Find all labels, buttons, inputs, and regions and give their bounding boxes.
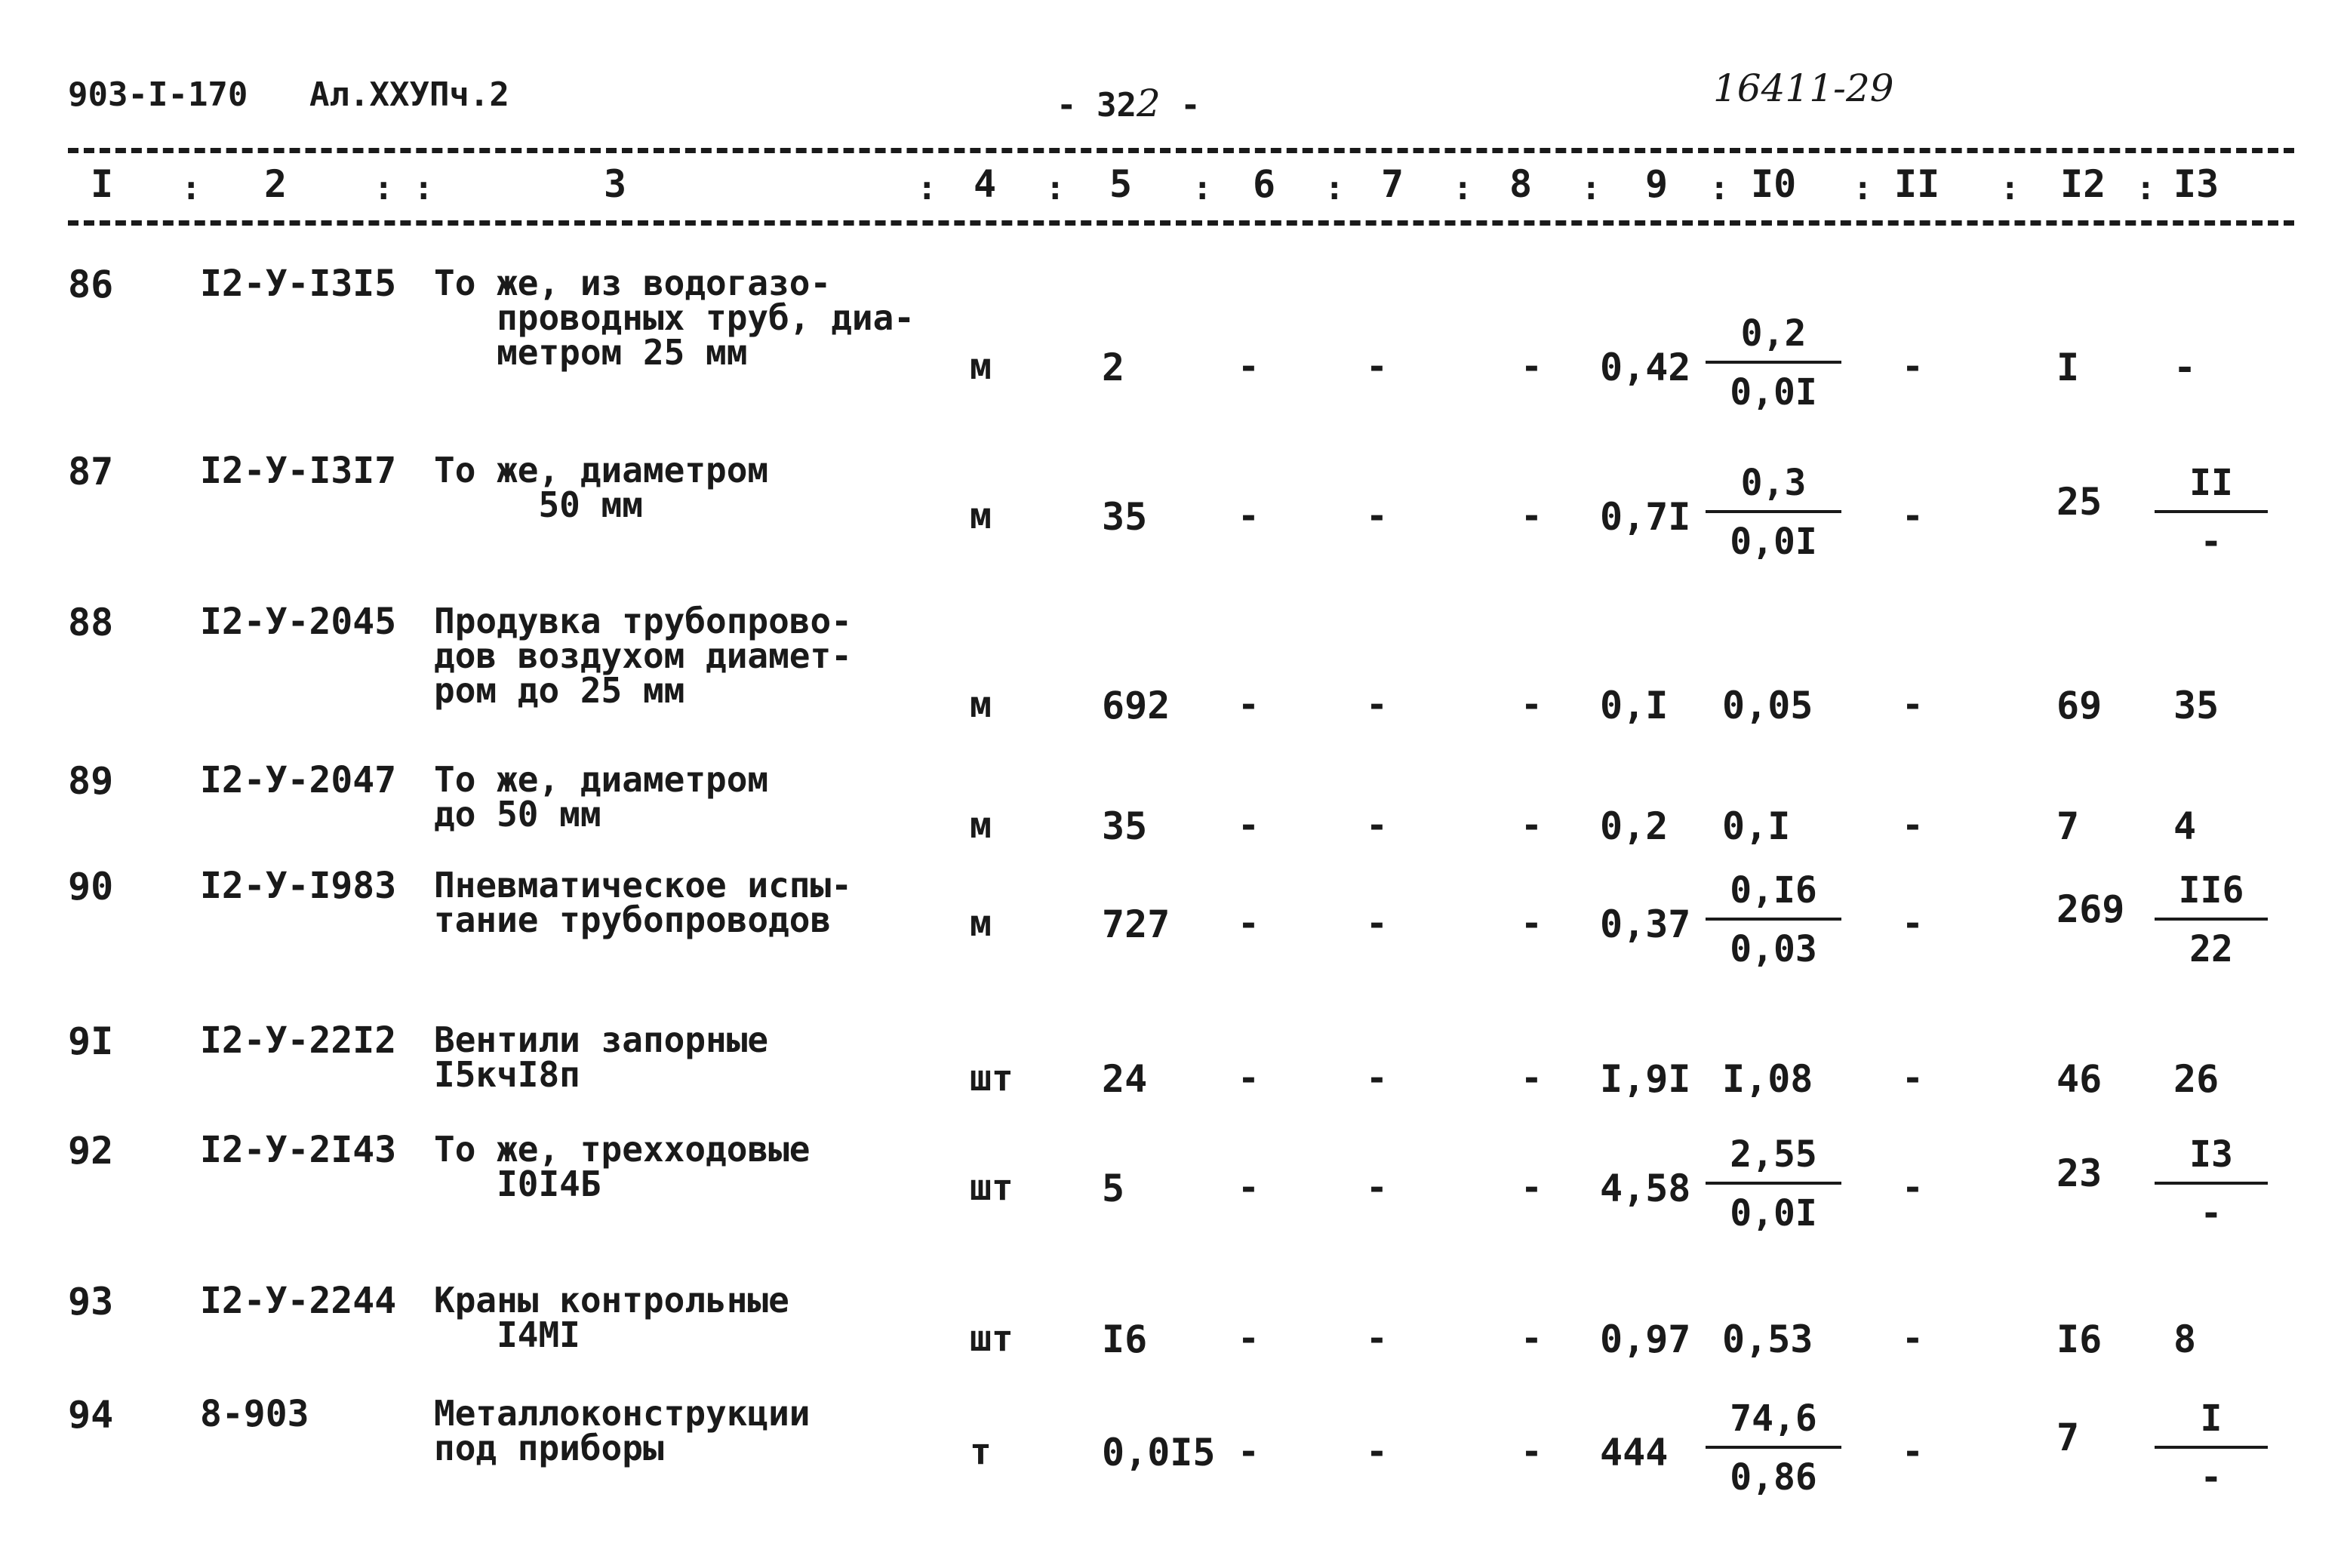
row-number: 90 [68, 865, 114, 909]
row-col10-numerator: 74,6 [1706, 1400, 1841, 1449]
row-col8: - [1521, 902, 1543, 945]
row-unit: м [970, 684, 992, 726]
column-header-12: I2 [2060, 162, 2106, 206]
header-rule-top [68, 148, 2294, 153]
column-header-11: II [1894, 162, 1940, 206]
row-number: 93 [68, 1280, 114, 1324]
row-col7: - [1366, 1431, 1388, 1473]
row-col10-numerator: 0,2 [1706, 315, 1841, 364]
row-col12: 269 [2056, 887, 2125, 931]
row-code: I2-У-2244 [200, 1280, 397, 1322]
row-description: То же, диаметром 50 мм [434, 450, 769, 525]
sheet-ref-text: 16411-29 [1713, 66, 1894, 110]
column-header-13: I3 [2173, 162, 2219, 206]
row-col7: - [1366, 495, 1388, 537]
row-col6: - [1238, 1167, 1260, 1209]
album-ref [309, 75, 509, 114]
row-col13-numerator: I [2155, 1400, 2268, 1449]
row-description: Пневматическое испы- тание трубопроводов [434, 865, 852, 940]
row-col8: - [1521, 1431, 1543, 1473]
row-col8: - [1521, 1057, 1543, 1099]
row-number: 94 [68, 1393, 114, 1437]
row-col9: 0,I [1600, 684, 1669, 727]
row-col6: - [1238, 902, 1260, 945]
row-col8: - [1521, 1167, 1543, 1209]
row-col11: - [1902, 1431, 1924, 1473]
row-col10-numerator: 0,3 [1706, 465, 1841, 513]
row-col13: 4 [2173, 804, 2197, 848]
row-quantity: 2 [1102, 346, 1125, 389]
row-unit: м [970, 495, 992, 537]
row-description: То же, из водогазо- проводных труб, диа- метром 25 мм [434, 263, 915, 373]
row-col13-denominator: - [2200, 1456, 2222, 1499]
row-col11: - [1902, 495, 1924, 537]
row-code: I2-У-I983 [200, 865, 397, 907]
row-code: I2-У-2045 [200, 601, 397, 643]
row-col10-fraction [1706, 1133, 1841, 1234]
row-col12: 69 [2056, 684, 2103, 727]
row-col7: - [1366, 902, 1388, 945]
column-separator: : [1581, 169, 1601, 208]
row-col13: - [2173, 346, 2197, 389]
row-col8: - [1521, 804, 1543, 847]
row-unit: м [970, 804, 992, 847]
row-unit: т [970, 1431, 992, 1473]
row-unit: шт [970, 1057, 1014, 1099]
row-col12: 7 [2056, 804, 2080, 848]
row-col10: 0,05 [1722, 684, 1813, 727]
page-number-hand: 2 [1136, 81, 1161, 125]
header-rule-bottom [68, 220, 2294, 226]
row-number: 9I [68, 1019, 114, 1063]
column-header-6: 6 [1253, 162, 1276, 206]
row-code: 8-903 [200, 1393, 309, 1435]
row-col11: - [1902, 902, 1924, 945]
row-col11: - [1902, 1057, 1924, 1099]
row-quantity: I6 [1102, 1317, 1148, 1361]
column-separator: : [1192, 169, 1213, 208]
row-col6: - [1238, 1317, 1260, 1360]
row-col7: - [1366, 804, 1388, 847]
row-col10-numerator: 2,55 [1706, 1136, 1841, 1185]
row-col6: - [1238, 495, 1260, 537]
row-col13-numerator: I3 [2155, 1136, 2268, 1185]
column-separator: : [1453, 169, 1473, 208]
row-col8: - [1521, 346, 1543, 388]
row-code: I2-У-I3I5 [200, 263, 397, 305]
row-col13-denominator: - [2200, 1192, 2222, 1234]
row-description: Продувка трубопрово- дов воздухом диамет- ром до 25 мм [434, 601, 852, 711]
row-quantity: 35 [1102, 495, 1148, 539]
row-unit: шт [970, 1167, 1014, 1209]
column-header-4: 4 [974, 162, 997, 206]
column-separator: : [1853, 169, 1873, 208]
row-number: 87 [68, 450, 114, 493]
row-quantity: 5 [1102, 1167, 1125, 1210]
row-col9: 0,2 [1600, 804, 1669, 848]
column-separator: : [181, 169, 201, 208]
row-col10-numerator: 0,I6 [1706, 872, 1841, 921]
row-col13: 26 [2173, 1057, 2219, 1101]
row-col13-numerator: II6 [2155, 872, 2268, 921]
row-number: 89 [68, 759, 114, 803]
row-col6: - [1238, 804, 1260, 847]
row-code: I2-У-2I43 [200, 1129, 397, 1171]
row-col13-fraction [2155, 869, 2268, 970]
column-separator: : [1709, 169, 1730, 208]
row-col10-fraction [1706, 869, 1841, 970]
row-col12: 7 [2056, 1416, 2080, 1459]
row-col10-denominator: 0,03 [1730, 928, 1817, 970]
row-col6: - [1238, 1431, 1260, 1473]
row-col13: 8 [2173, 1317, 2197, 1361]
column-header-2: 2 [264, 162, 288, 206]
column-header-3: 3 [604, 162, 627, 206]
row-col13-denominator: - [2200, 521, 2222, 563]
column-separator: : : [374, 169, 434, 208]
row-col11: - [1902, 346, 1924, 388]
row-col8: - [1521, 495, 1543, 537]
page-number-text: - 32 [1057, 86, 1137, 125]
row-description: Вентили запорные I5кчI8п [434, 1019, 769, 1095]
row-quantity: 727 [1102, 902, 1170, 946]
row-code: I2-У-I3I7 [200, 450, 397, 492]
column-separator: : [2136, 169, 2156, 208]
row-col10-denominator: 0,0I [1730, 521, 1817, 563]
row-col7: - [1366, 1057, 1388, 1099]
page-number [1057, 81, 1201, 125]
row-col7: - [1366, 1317, 1388, 1360]
row-col13-numerator: II [2155, 465, 2268, 513]
row-col10-fraction [1706, 1397, 1841, 1499]
column-header-7: 7 [1381, 162, 1404, 206]
row-col13-fraction [2155, 462, 2268, 563]
row-col12: 23 [2056, 1151, 2103, 1195]
doc-code-text: 903-I-170 [68, 75, 248, 114]
row-col13-fraction [2155, 1133, 2268, 1234]
column-header-9: 9 [1645, 162, 1669, 206]
row-col9: 444 [1600, 1431, 1669, 1474]
row-col10-denominator: 0,0I [1730, 371, 1817, 414]
column-separator: : [1324, 169, 1345, 208]
page-number-suffix: - [1160, 86, 1201, 125]
row-quantity: 24 [1102, 1057, 1148, 1101]
row-number: 92 [68, 1129, 114, 1173]
row-col10: I,08 [1722, 1057, 1813, 1101]
column-separator: : [917, 169, 937, 208]
row-code: I2-У-22I2 [200, 1019, 397, 1062]
row-col13-denominator: 22 [2189, 928, 2233, 970]
row-col10-fraction [1706, 312, 1841, 414]
column-separator: : [1045, 169, 1066, 208]
row-col13-fraction [2155, 1397, 2268, 1499]
doc-code [68, 75, 248, 114]
row-description: Краны контрольные I4MI [434, 1280, 789, 1355]
row-col10-denominator: 0,0I [1730, 1192, 1817, 1234]
row-col11: - [1902, 1167, 1924, 1209]
row-col7: - [1366, 1167, 1388, 1209]
row-col9: 4,58 [1600, 1167, 1691, 1210]
column-separator: : [2000, 169, 2020, 208]
row-description: То же, трехходовые I0I4Б [434, 1129, 811, 1204]
row-col8: - [1521, 684, 1543, 726]
row-col10-denominator: 0,86 [1730, 1456, 1817, 1499]
row-col9: 0,7I [1600, 495, 1691, 539]
column-header-5: 5 [1109, 162, 1133, 206]
row-col13: 35 [2173, 684, 2219, 727]
row-quantity: 692 [1102, 684, 1170, 727]
row-col7: - [1366, 684, 1388, 726]
row-col9: I,9I [1600, 1057, 1691, 1101]
row-unit: м [970, 346, 992, 388]
row-col10-fraction [1706, 462, 1841, 563]
row-col6: - [1238, 346, 1260, 388]
row-col12: 25 [2056, 480, 2103, 524]
row-code: I2-У-2047 [200, 759, 397, 801]
row-description: То же, диаметром до 50 мм [434, 759, 769, 835]
album-ref-text: Ал.XXУПч.2 [309, 75, 509, 114]
column-header-8: 8 [1509, 162, 1533, 206]
sheet-ref [1713, 66, 1894, 110]
row-col6: - [1238, 684, 1260, 726]
row-description: Металлоконструкции под приборы [434, 1393, 811, 1468]
row-col12: I [2056, 346, 2080, 389]
row-col10: 0,53 [1722, 1317, 1813, 1361]
row-col9: 0,42 [1600, 346, 1691, 389]
row-col7: - [1366, 346, 1388, 388]
row-unit: шт [970, 1317, 1014, 1360]
column-header-1: I [91, 162, 114, 206]
row-col9: 0,97 [1600, 1317, 1691, 1361]
row-col10: 0,I [1722, 804, 1791, 848]
row-col11: - [1902, 684, 1924, 726]
row-col12: I6 [2056, 1317, 2103, 1361]
row-col12: 46 [2056, 1057, 2103, 1101]
row-col11: - [1902, 1317, 1924, 1360]
row-unit: м [970, 902, 992, 945]
row-number: 86 [68, 263, 114, 306]
column-header-10: I0 [1751, 162, 1797, 206]
row-quantity: 0,0I5 [1102, 1431, 1216, 1474]
row-col8: - [1521, 1317, 1543, 1360]
row-col9: 0,37 [1600, 902, 1691, 946]
row-number: 88 [68, 601, 114, 644]
row-quantity: 35 [1102, 804, 1148, 848]
row-col11: - [1902, 804, 1924, 847]
row-col6: - [1238, 1057, 1260, 1099]
